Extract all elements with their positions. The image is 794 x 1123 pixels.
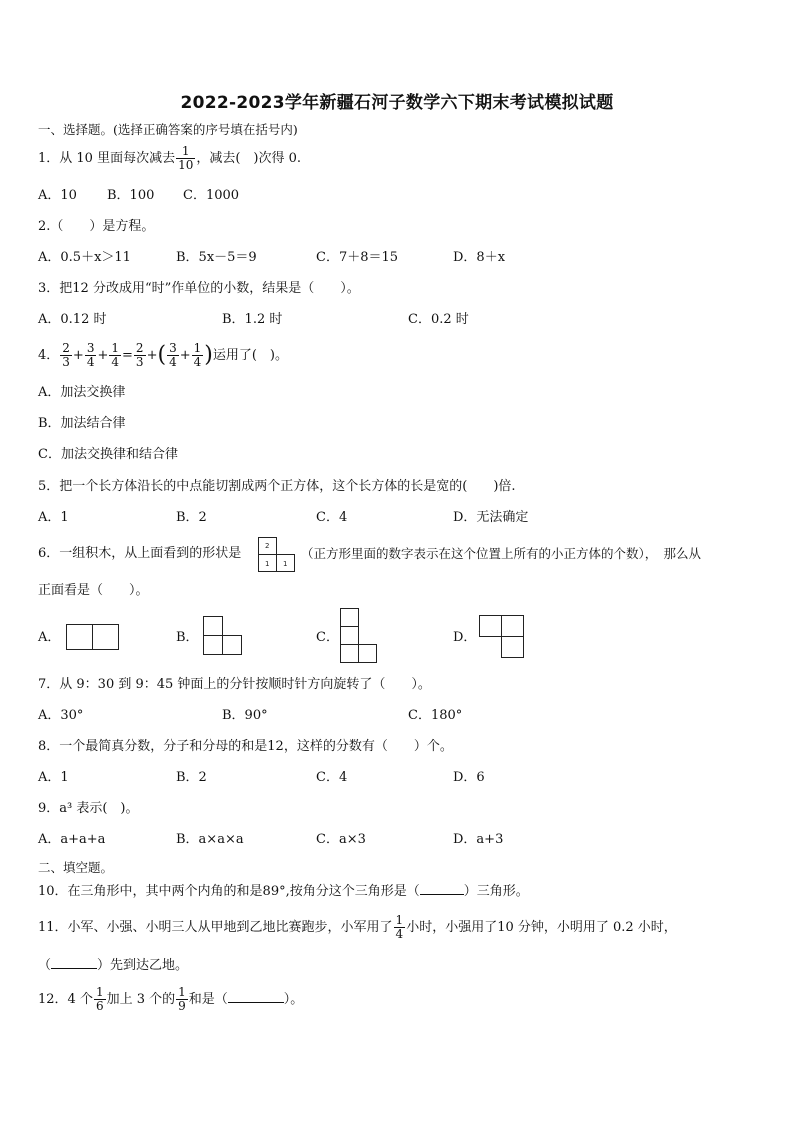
q6-option-a-figure[interactable] <box>66 624 120 651</box>
square <box>204 636 223 655</box>
question-12-close: ）。 <box>283 992 304 1007</box>
q5-option-d[interactable]: D．无法确定 <box>453 510 529 525</box>
q6-option-c-figure[interactable] <box>340 608 380 664</box>
q9-option-c[interactable]: C．a×3 <box>316 832 366 847</box>
q4-fraction-1 <box>60 342 72 369</box>
fraction-denominator: 4 <box>86 355 95 369</box>
square <box>204 617 223 636</box>
section-heading-fill: 二、填空题。 <box>38 860 114 875</box>
q8-option-b[interactable]: B．2 <box>176 770 207 785</box>
question-11-line2-text: ）先到达乙地。 <box>97 958 189 973</box>
q6-option-b[interactable]: B． <box>176 630 199 645</box>
answer-blank[interactable] <box>51 968 97 969</box>
q6-option-b-figure[interactable] <box>203 616 245 656</box>
question-12-text-post: 和是（ <box>188 992 228 1007</box>
q7-option-c[interactable]: C．180° <box>408 708 463 723</box>
q8-option-c[interactable]: C．4 <box>316 770 348 785</box>
q3-option-b[interactable]: B．1.2 时 <box>222 312 283 327</box>
question-7: 7．从 9：30 到 9：45 钟面上的分针按顺时针方向旋转了（ ）。 <box>38 677 431 692</box>
q5-option-b[interactable]: B．2 <box>176 510 207 525</box>
question-5: 5．把一个长方体沿长的中点能切割成两个正方体，这个长方体的长是宽的( )倍. <box>38 479 516 494</box>
left-paren: ( <box>157 342 167 368</box>
right-paren: ) <box>204 342 213 368</box>
fraction-numerator: 1 <box>181 144 190 158</box>
question-11-fraction <box>394 914 406 941</box>
q1-option-a[interactable]: A．10 <box>38 188 77 203</box>
question-12-text-mid: 加上 3 个的 <box>106 992 176 1007</box>
q7-option-b[interactable]: B．90° <box>222 708 268 723</box>
plus-sign: + <box>72 348 84 363</box>
q2-option-c[interactable]: C．7＋8＝15 <box>316 250 399 265</box>
q5-option-c[interactable]: C．4 <box>316 510 348 525</box>
answer-blank[interactable] <box>420 894 464 895</box>
fraction-numerator: 3 <box>169 341 177 355</box>
q6-option-d[interactable]: D． <box>453 630 477 645</box>
question-11-text-pre: 11．小军、小强、小明三人从甲地到乙地比赛跑步，小军用了 <box>38 920 393 935</box>
q1-option-c[interactable]: C．1000 <box>183 188 240 203</box>
q6-option-a[interactable]: A． <box>38 630 61 645</box>
q5-option-a[interactable]: A．1 <box>38 510 69 525</box>
plus-sign: + <box>179 348 191 363</box>
question-2: 2.（ ）是方程。 <box>38 219 155 234</box>
question-1-text-post: ，减去( )次得 0. <box>196 151 302 166</box>
question-6-text-pre: 6．一组积木，从上面看到的形状是 <box>38 546 242 561</box>
q8-option-a[interactable]: A．1 <box>38 770 69 785</box>
question-4-number: 4． <box>38 348 60 363</box>
question-3: 3．把12 分改成用“时”作单位的小数，结果是（ ）。 <box>38 281 360 296</box>
square <box>502 637 524 658</box>
page-title: 2022-2023学年新疆石河子数学六下期末考试模拟试题 <box>180 93 614 113</box>
fraction-denominator: 9 <box>178 999 186 1013</box>
section-heading-choice: 一、选择题。(选择正确答案的序号填在括号内) <box>38 122 298 137</box>
square <box>341 645 359 663</box>
fraction-denominator: 4 <box>193 355 202 369</box>
question-4-suffix: 运用了( )。 <box>212 348 288 363</box>
question-6-text-line2: 正面看是（ ）。 <box>38 583 149 598</box>
question-6-text-post: （正方形里面的数字表示在这个位置上所有的小正方体的个数）， 那么从 <box>301 546 702 561</box>
fraction-denominator: 10 <box>178 158 194 172</box>
fraction-numerator: 1 <box>193 341 202 355</box>
q9-option-d[interactable]: D．a+3 <box>453 832 504 847</box>
q6-option-c[interactable]: C． <box>316 630 339 645</box>
q4-fraction-6 <box>192 342 204 369</box>
fraction-numerator: 1 <box>111 341 120 355</box>
q4-option-b[interactable]: B．加法结合律 <box>38 416 126 431</box>
question-10-text-post: ）三角形。 <box>463 884 529 899</box>
fraction-denominator: 3 <box>135 355 144 369</box>
q2-option-d[interactable]: D．8＋x <box>453 250 506 265</box>
question-1 <box>38 145 301 172</box>
square <box>223 636 242 655</box>
q2-option-a[interactable]: A．0.5＋x＞11 <box>38 250 131 265</box>
q6-option-d-figure[interactable] <box>479 615 525 659</box>
question-1-text-pre: 1．从 10 里面每次减去 <box>38 151 176 166</box>
q8-option-d[interactable]: D．6 <box>453 770 485 785</box>
q1-option-b[interactable]: B．100 <box>107 188 155 203</box>
fraction-numerator: 2 <box>135 341 144 355</box>
fraction-denominator: 6 <box>95 999 104 1013</box>
equals-sign: = <box>122 348 133 363</box>
square <box>341 609 359 627</box>
question-10 <box>38 884 529 900</box>
question-1-fraction <box>176 145 195 172</box>
question-8: 8．一个最简真分数，分子和分母的和是12，这样的分数有（ ）个。 <box>38 739 453 754</box>
q9-option-a[interactable]: A．a+a+a <box>38 832 106 847</box>
plus-sign: + <box>97 348 109 363</box>
q4-option-c[interactable]: C．加法交换律和结合律 <box>38 447 178 462</box>
square <box>359 645 377 663</box>
question-12-fraction-1 <box>94 986 106 1013</box>
fraction-numerator: 1 <box>95 985 104 999</box>
square <box>341 627 359 645</box>
q3-option-a[interactable]: A．0.12 时 <box>38 312 107 327</box>
q3-option-c[interactable]: C．0.2 时 <box>408 312 469 327</box>
square <box>480 616 502 637</box>
square <box>502 616 524 637</box>
answer-blank[interactable] <box>228 1002 284 1003</box>
open-paren: （ <box>38 958 52 973</box>
q7-option-a[interactable]: A．30° <box>38 708 84 723</box>
question-10-text-pre: 10．在三角形中，其中两个内角的和是89°,按角分这个三角形是（ <box>38 884 420 899</box>
fraction-numerator: 1 <box>178 985 186 999</box>
plus-sign: + <box>146 348 158 363</box>
q4-fraction-5 <box>167 342 179 369</box>
grid-number: 1 <box>265 560 270 568</box>
q4-option-a[interactable]: A．加法交换律 <box>38 385 126 400</box>
question-4 <box>38 342 288 369</box>
q4-fraction-2 <box>85 342 97 369</box>
fraction-denominator: 4 <box>169 355 177 369</box>
question-11-line2 <box>38 958 188 974</box>
fraction-denominator: 4 <box>395 927 404 941</box>
question-12 <box>38 986 303 1013</box>
question-9: 9．a³ 表示( )。 <box>38 801 139 816</box>
square <box>67 625 93 650</box>
fraction-denominator: 3 <box>62 355 70 369</box>
fraction-denominator: 4 <box>111 355 120 369</box>
question-11-text-post: 小时，小强用了10 分钟，小明用了 0.2 小时， <box>406 920 677 935</box>
question-12-text-pre: 12．4 个 <box>38 992 93 1007</box>
grid-number: 2 <box>265 542 270 550</box>
fraction-numerator: 3 <box>86 341 95 355</box>
q9-option-b[interactable]: B．a×a×a <box>176 832 244 847</box>
square <box>93 625 119 650</box>
question-12-fraction-2 <box>176 986 188 1013</box>
q2-option-b[interactable]: B．5x－5＝9 <box>176 250 257 265</box>
q4-fraction-4 <box>134 342 146 369</box>
top-view-grid-figure <box>258 537 296 573</box>
grid-number: 1 <box>283 560 288 568</box>
q4-fraction-3 <box>109 342 121 369</box>
fraction-numerator: 1 <box>395 913 404 927</box>
question-11 <box>38 914 677 941</box>
fraction-numerator: 2 <box>62 341 70 355</box>
